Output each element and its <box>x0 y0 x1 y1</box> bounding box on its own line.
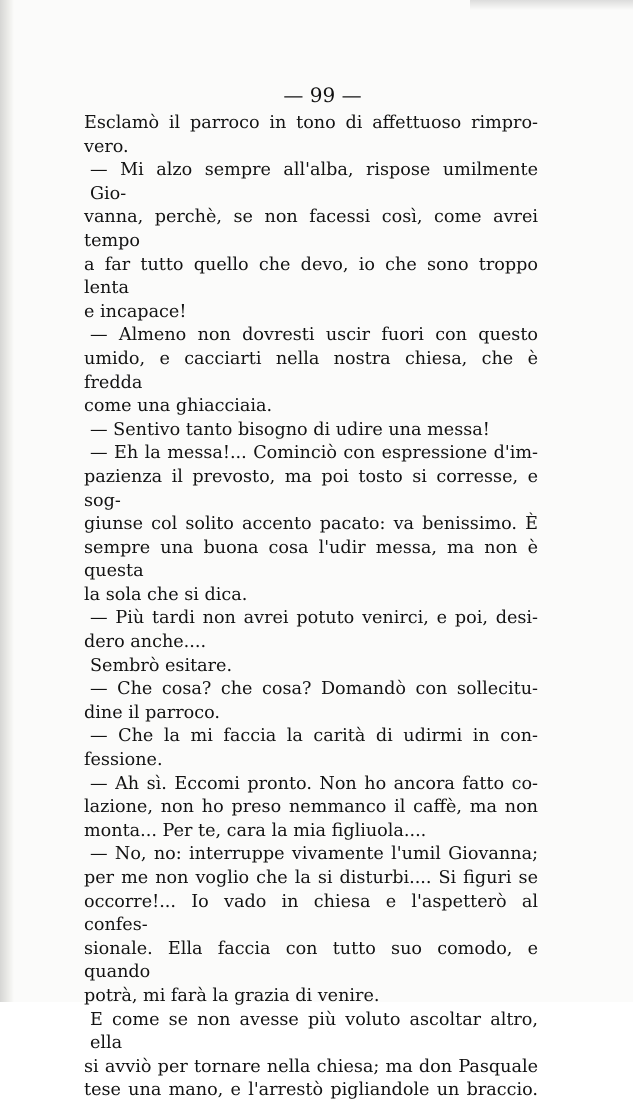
text-line: — Che cosa? che cosa? Domandò con sollecitu- <box>90 679 538 700</box>
text-line: vero. <box>84 136 129 157</box>
text-line: la sola che si dica. <box>84 584 248 605</box>
text-line: sionale. Ella faccia con tutto suo comodo, e quando <box>84 938 538 983</box>
text-line: pazienza il prevosto, ma poi tosto si corresse, e sog- <box>84 466 538 511</box>
text-line: — Almeno non dovresti uscir fuori con questo <box>90 325 538 346</box>
text-line: dine il parroco. <box>84 702 220 723</box>
text-line: monta... Per te, cara la mia figliuola.... <box>84 820 427 841</box>
text-line: a far tutto quello che devo, io che sono troppo lenta <box>84 254 538 299</box>
text-line: tese una mano, e l'arrestò pigliandole un braccio. <box>84 1080 538 1101</box>
text-line: Sembrò esitare. <box>90 655 233 676</box>
text-line: E come se non avesse più voluto ascoltar altro, ella <box>90 1009 538 1054</box>
text-line: — Mi alzo sempre all'alba, rispose umilmente Gio- <box>90 160 538 204</box>
body-text <box>84 112 538 1103</box>
text-line: giunse col solito accento pacato: va benissimo. È <box>84 514 538 535</box>
text-line: — Che la mi faccia la carità di udirmi in con- <box>90 726 538 747</box>
text-line: — Eh la messa!... Cominciò con espressione d'im- <box>90 443 538 464</box>
text-line: sempre una buona cosa l'udir messa, ma non è questa <box>84 537 538 582</box>
text-line: umido, e cacciarti nella nostra chiesa, che è fredda <box>84 348 538 393</box>
text-line: per me non voglio che la si disturbi.... Si figuri se <box>84 868 538 888</box>
text-line: occorre!... Io vado in chiesa e l'aspetterò al confes- <box>84 891 538 936</box>
text-line: vanna, perchè, se non facessi così, come avrei tempo <box>84 207 538 251</box>
text-line: si avviò per tornare nella chiesa; ma don Pasquale <box>84 1056 538 1077</box>
text-line: dero anche.... <box>84 632 207 653</box>
page-number: — 99 — <box>283 83 362 107</box>
text-line: — Ah sì. Eccomi pronto. Non ho ancora fatto co- <box>90 773 538 794</box>
scan-shadow <box>470 0 633 10</box>
page-binding-edge <box>0 0 14 1002</box>
text-line: e incapace! <box>84 301 187 322</box>
text-line: fessione. <box>84 750 163 771</box>
text-line: — No, no: interruppe vivamente l'umil Giovanna; <box>90 844 538 865</box>
text-line: potrà, mi farà la grazia di venire. <box>84 985 380 1006</box>
text-line: Esclamò il parroco in tono di affettuoso rimpro- <box>84 113 538 133</box>
text-line: — Sentivo tanto bisogno di udire una messa! <box>90 419 490 440</box>
text-line: — Più tardi non avrei potuto venirci, e poi, desi- <box>90 608 538 629</box>
text-line: lazione, non ho preso nemmanco il caffè, ma non <box>84 797 538 818</box>
text-line: come una ghiacciaia. <box>84 396 273 417</box>
